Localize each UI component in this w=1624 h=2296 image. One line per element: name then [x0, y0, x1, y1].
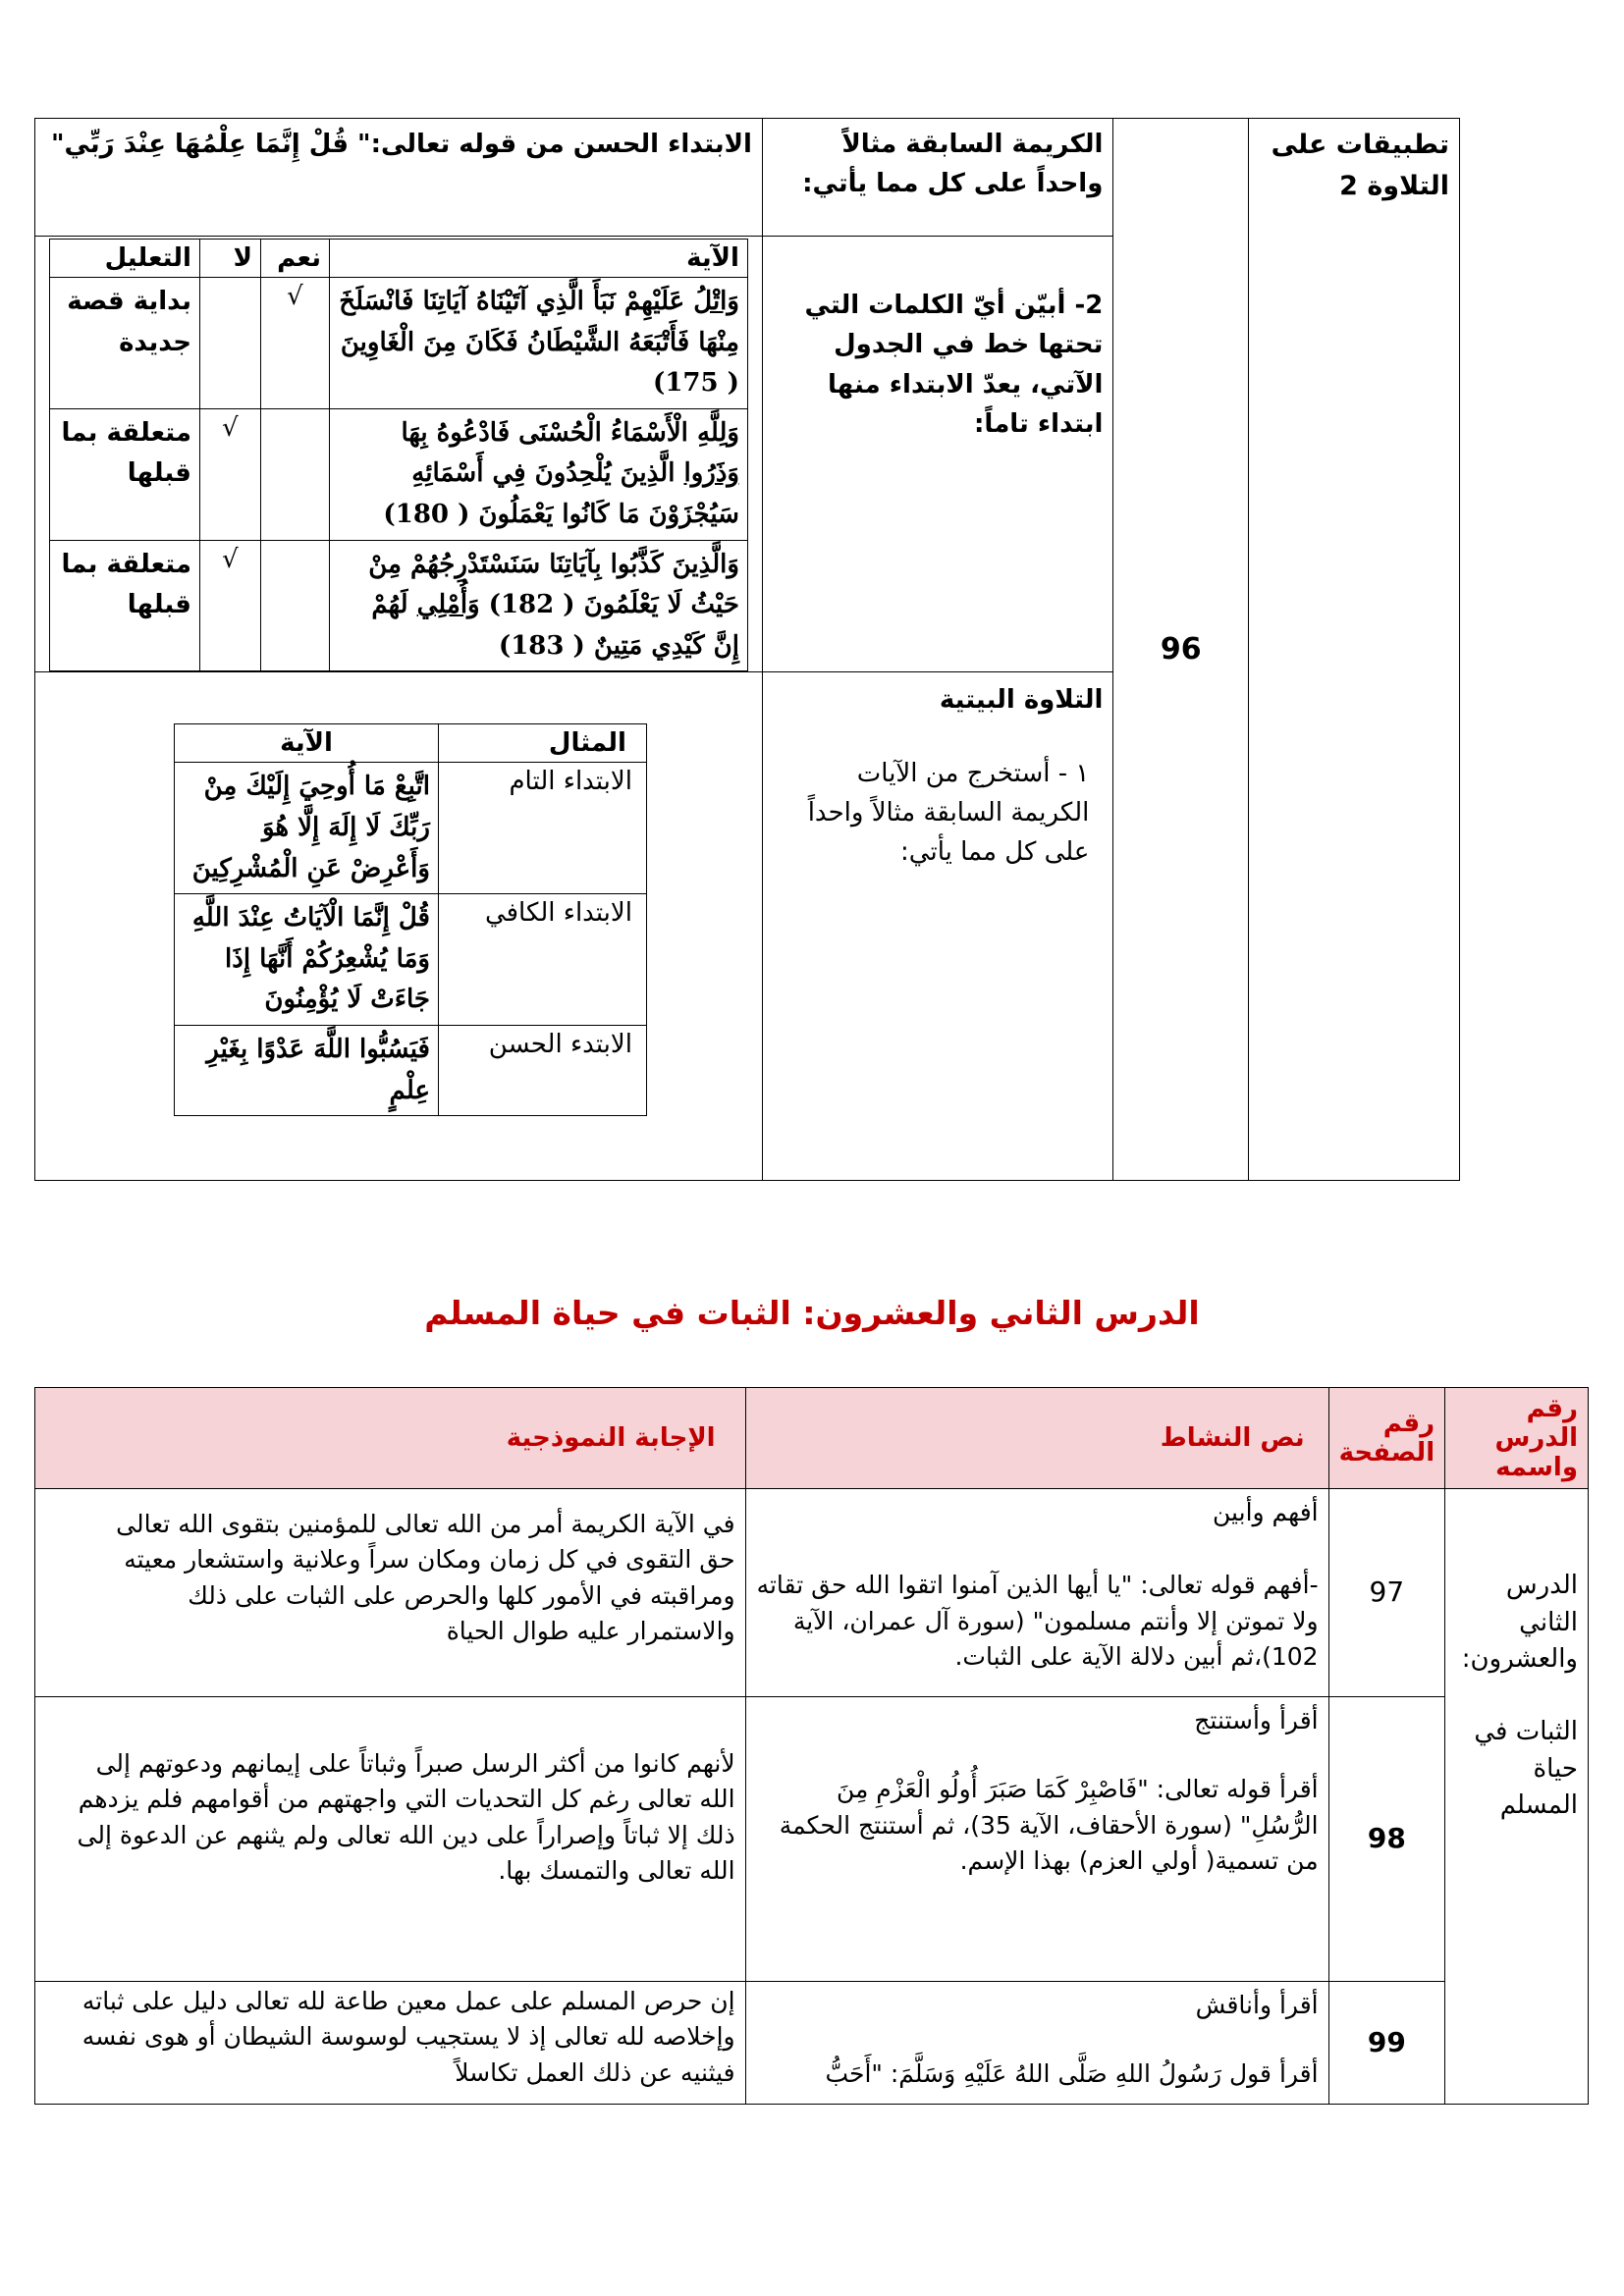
activity-cell [745, 1697, 1328, 1982]
ibtida-table [49, 239, 748, 671]
example-label: الابتداء التام [438, 763, 646, 894]
row1-activity-cell [762, 119, 1112, 237]
table-row [50, 278, 748, 409]
no-mark: √ [199, 408, 260, 540]
no-mark [199, 278, 260, 409]
table-row [35, 1982, 1589, 2105]
ayah-cell: اتَّبِعْ مَا أُوحِيَ إِلَيْكَ مِنْ رَبِّكَ لَا إِلَهَ إِلَّا هُوَ وَأَعْرِضْ عَنِ الْمُشْرِكِينَ [174, 763, 438, 894]
ayah-text: لَهُمْ إِنَّ كَيْدِي مَتِينٌ ( 183) [371, 590, 739, 661]
ayah-cell [329, 408, 747, 540]
table-row [50, 540, 748, 671]
page-number: 97 [1328, 1489, 1445, 1697]
ayah-cell: فَيَسُبُّوا اللَّهَ عَدْوًا بِغَيْرِ عِلْمٍ [174, 1025, 438, 1115]
reason: متعلقة بما قبلها [50, 408, 200, 540]
table-row [174, 763, 646, 894]
example-label: الابتدء الحسن [438, 1025, 646, 1115]
underlined-word: وَأُمْلِي [416, 590, 480, 620]
row2-activity: 2- أبيّن أيّ الكلمات التي تحتها خط في الجدول الآتي، يعدّ الابتداء منها ابتداء تاماً: [804, 291, 1104, 439]
yes-mark [260, 408, 329, 540]
lesson-number: الدرس الثاني والعشرون: [1461, 1571, 1578, 1675]
row1-answer-cell [35, 119, 763, 237]
activity-cell [745, 1489, 1328, 1697]
lesson-title: الثبات في حياة المسلم [1474, 1717, 1578, 1821]
activity-title: أقرأ وأستنتج [1194, 1706, 1319, 1735]
row2-answer-cell [35, 237, 763, 672]
row2-activity-cell [762, 237, 1112, 672]
ayah-cell [329, 278, 747, 409]
lesson-heading: الدرس الثاني والعشرون: الثبات في حياة المسلم [424, 1294, 1200, 1332]
top-lesson-table [34, 118, 1460, 1181]
yes-mark: √ [260, 278, 329, 409]
table-row [35, 1489, 1589, 1697]
ayah-text: وَلِلَّهِ الْأَسْمَاءُ الْحُسْنَى فَادْعُوهُ بِهَا [401, 417, 739, 448]
lesson-name-cell [1445, 1489, 1589, 2105]
examples-table [174, 723, 647, 1116]
row3-answer-cell [35, 672, 763, 1181]
row1-answer: الابتداء الحسن من قوله تعالى:" قُلْ إِنَّمَا عِلْمُهَا عِنْدَ رَبِّي" [50, 130, 752, 159]
no-mark: √ [199, 540, 260, 671]
activity-cell [745, 1982, 1328, 2105]
ayah-text: عَلَيْهِمْ نَبَأَ الَّذِي آتَيْنَاهُ آيَاتِنَا فَانْسَلَخَ مِنْهَا فَأَتْبَعَهُ الشَّيْطَانُ فَكَانَ مِنَ الْغَاوِينَ ( 175) [339, 287, 739, 399]
ayah-cell: قُلْ إِنَّمَا الْآيَاتُ عِنْدَ اللَّهِ وَمَا يُشْعِرُكُمْ أَنَّهَا إِذَا جَاءَتْ لَا يُؤْمِنُونَ [174, 894, 438, 1026]
header-yes: نعم [260, 240, 329, 278]
table-row [174, 894, 646, 1026]
reason: متعلقة بما قبلها [50, 540, 200, 671]
table-row [174, 1025, 646, 1115]
answers-table [34, 1387, 1589, 2105]
header-ayah: الآية [329, 240, 747, 278]
answer-cell: لأنهم كانوا من أكثر الرسل صبراً وثباتاً على إيمانهم ودعوتهم إلى الله تعالى رغم كل التحديات التي واجهتهم من أقوامهم فلم يزدهم ذلك إلا ثباتاً وإصراراً على دين الله تعالى ولم يثنهم عن الدعوة إلى الله تعالى والتمسك بها. [35, 1697, 746, 1982]
lesson-name-cell [1249, 119, 1460, 1181]
page-number: 99 [1328, 1982, 1445, 2105]
header-lesson: رقم الدرس واسمه [1445, 1388, 1589, 1489]
activity-text: أقرأ قوله تعالى: "فَاصْبِرْ كَمَا صَبَرَ أُولُو الْعَزْمِ مِنَ الرُّسُلِ" (سورة الأحقاف، الآية 35)، ثم أستنتج الحكمة من تسمية( أولي العزم) بهذا الإسم. [779, 1775, 1319, 1875]
row3-activity: ١ - أستخرج من الآيات الكريمة السابقة مثالاً واحداً على كل مما يأتي: [807, 758, 1090, 868]
activity-title: أفهم وأبين [1213, 1498, 1319, 1526]
header-example: المثال [438, 724, 646, 763]
header-page: رقم الصفحة [1328, 1388, 1445, 1489]
header-answer: الإجابة النموذجية [35, 1388, 746, 1489]
lesson-name: تطبيقات على التلاوة 2 [1271, 130, 1449, 201]
page-number: 98 [1328, 1697, 1445, 1982]
ayah-text: الَّذِينَ يُلْحِدُونَ فِي أَسْمَائِهِ سَيُجْزَوْنَ مَا كَانُوا يَعْمَلُونَ ( 180) [383, 458, 739, 529]
ayah-text: وَالَّذِينَ كَذَّبُوا بِآيَاتِنَا سَنَسْتَدْرِجُهُمْ مِنْ حَيْثُ لَا يَعْلَمُونَ ( 182) [368, 549, 739, 620]
header-activity: نص النشاط [745, 1388, 1328, 1489]
activity-text: أقرأ قول رَسُولُ اللهِ صَلَّى اللهُ عَلَيْهِ وَسَلَّمَ: "أَحَبُّ [825, 2059, 1319, 2089]
reason: بداية قصة جديدة [50, 278, 200, 409]
header-reason: التعليل [50, 240, 200, 278]
activity-title: أقرأ وأناقش [1195, 1991, 1319, 2019]
yes-mark [260, 540, 329, 671]
ayah-cell [329, 540, 747, 671]
page-number: 96 [1160, 632, 1202, 667]
table-row [50, 408, 748, 540]
underlined-word: وَاتْلُ [693, 287, 739, 316]
table-row [35, 1697, 1589, 1982]
activity-text: -أفهم قوله تعالى: "يا أيها الذين آمنوا اتقوا الله حق تقاته ولا تموتن إلا وأنتم مسلمون" (سورة آل عمران، الآية 102)،ثم أبين دلالة الآية على الثبات. [756, 1571, 1319, 1671]
example-label: الابتداء الكافي [438, 894, 646, 1026]
header-no: لا [199, 240, 260, 278]
page-number-cell [1113, 119, 1249, 1181]
row1-activity: الكريمة السابقة مثالاً واحداً على كل مما يأتي: [802, 130, 1104, 199]
answer-cell: في الآية الكريمة أمر من الله تعالى للمؤمنين بتقوى الله تعالى حق التقوى في كل زمان ومكان سراً وعلانية واستشعار معيته ومراقبته في الأمور كلها والحرص على الثبات على ذلك والاستمرار عليه طوال الحياة [35, 1489, 746, 1697]
row3-activity-cell [762, 672, 1112, 1181]
answer-cell: إن حرص المسلم على عمل معين طاعة لله تعالى دليل على ثباته وإخلاصه لله تعالى إذ لا يستجيب لوسوسة الشيطان أو هوى نفسه فيثنيه عن ذلك العمل تكاسلاً [35, 1982, 746, 2105]
home-recitation-title: التلاوة البيتية [939, 685, 1104, 716]
underlined-word: وَذَرُوا [683, 458, 739, 489]
header-ayah: الآية [174, 724, 438, 763]
